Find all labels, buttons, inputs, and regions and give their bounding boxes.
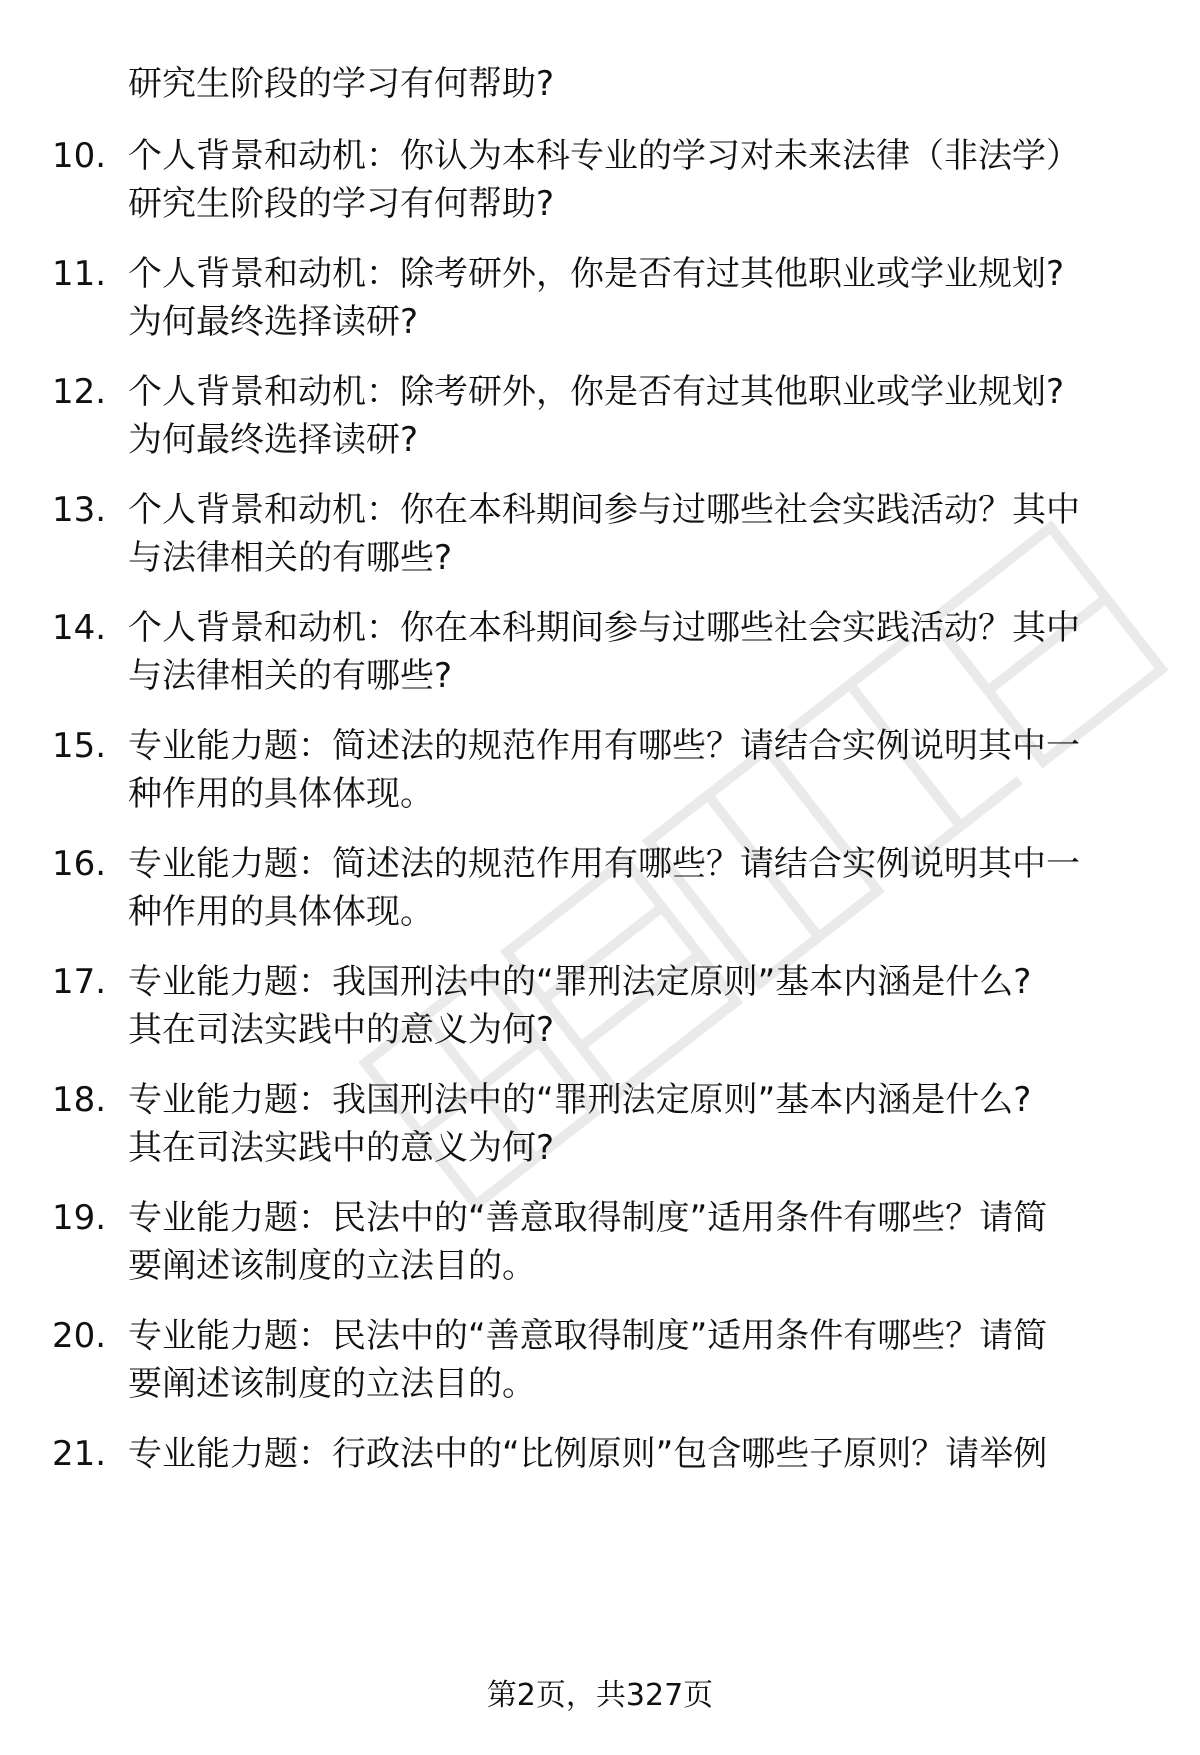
item-number: 14. bbox=[52, 608, 107, 648]
item-text-line: 专业能力题：简述法的规范作用有哪些？请结合实例说明其中一 bbox=[128, 844, 1080, 884]
item-number: 10. bbox=[52, 136, 107, 176]
item-number: 18. bbox=[52, 1080, 107, 1120]
item-text-line: 为何最终选择读研? bbox=[128, 420, 419, 460]
item-number: 21. bbox=[52, 1434, 107, 1474]
item-number: 19. bbox=[52, 1198, 107, 1238]
item-text-line: 为何最终选择读研? bbox=[128, 302, 419, 342]
page-footer: 第2页，共327页 bbox=[486, 1678, 714, 1713]
item-text-line: 个人背景和动机：你在本科期间参与过哪些社会实践活动？其中 bbox=[128, 608, 1080, 648]
item-text-line: 种作用的具体体现。 bbox=[128, 774, 434, 814]
item-text-line: 与法律相关的有哪些? bbox=[128, 538, 453, 578]
item-text-line: 个人背景和动机：除考研外，你是否有过其他职业或学业规划? bbox=[128, 372, 1065, 412]
continuation-line: 研究生阶段的学习有何帮助? bbox=[128, 64, 555, 104]
item-text-line: 个人背景和动机：你在本科期间参与过哪些社会实践活动？其中 bbox=[128, 490, 1080, 530]
item-text-line: 其在司法实践中的意义为何? bbox=[128, 1010, 555, 1050]
item-text-line: 要阐述该制度的立法目的。 bbox=[128, 1246, 536, 1286]
item-text-line: 专业能力题：民法中的“善意取得制度”适用条件有哪些？请简 bbox=[128, 1198, 1048, 1238]
item-text-line: 专业能力题：民法中的“善意取得制度”适用条件有哪些？请简 bbox=[128, 1316, 1048, 1356]
item-text-line: 个人背景和动机：你认为本科专业的学习对未来法律（非法学） bbox=[128, 136, 1080, 176]
item-number: 13. bbox=[52, 490, 107, 530]
item-text-line: 研究生阶段的学习有何帮助? bbox=[128, 184, 555, 224]
item-text-line: 专业能力题：行政法中的“比例原则”包含哪些子原则？请举例 bbox=[128, 1434, 1048, 1474]
item-text-line: 其在司法实践中的意义为何? bbox=[128, 1128, 555, 1168]
item-text-line: 与法律相关的有哪些? bbox=[128, 656, 453, 696]
item-text-line: 专业能力题：简述法的规范作用有哪些？请结合实例说明其中一 bbox=[128, 726, 1080, 766]
item-text-line: 个人背景和动机：除考研外，你是否有过其他职业或学业规划? bbox=[128, 254, 1065, 294]
item-text-line: 专业能力题：我国刑法中的“罪刑法定原则”基本内涵是什么? bbox=[128, 962, 1032, 1002]
item-number: 12. bbox=[52, 372, 107, 412]
item-text-line: 专业能力题：我国刑法中的“罪刑法定原则”基本内涵是什么? bbox=[128, 1080, 1032, 1120]
item-text-line: 种作用的具体体现。 bbox=[128, 892, 434, 932]
item-number: 20. bbox=[52, 1316, 107, 1356]
item-number: 15. bbox=[52, 726, 107, 766]
item-number: 17. bbox=[52, 962, 107, 1002]
item-text-line: 要阐述该制度的立法目的。 bbox=[128, 1364, 536, 1404]
item-number: 16. bbox=[52, 844, 107, 884]
item-number: 11. bbox=[52, 254, 107, 294]
